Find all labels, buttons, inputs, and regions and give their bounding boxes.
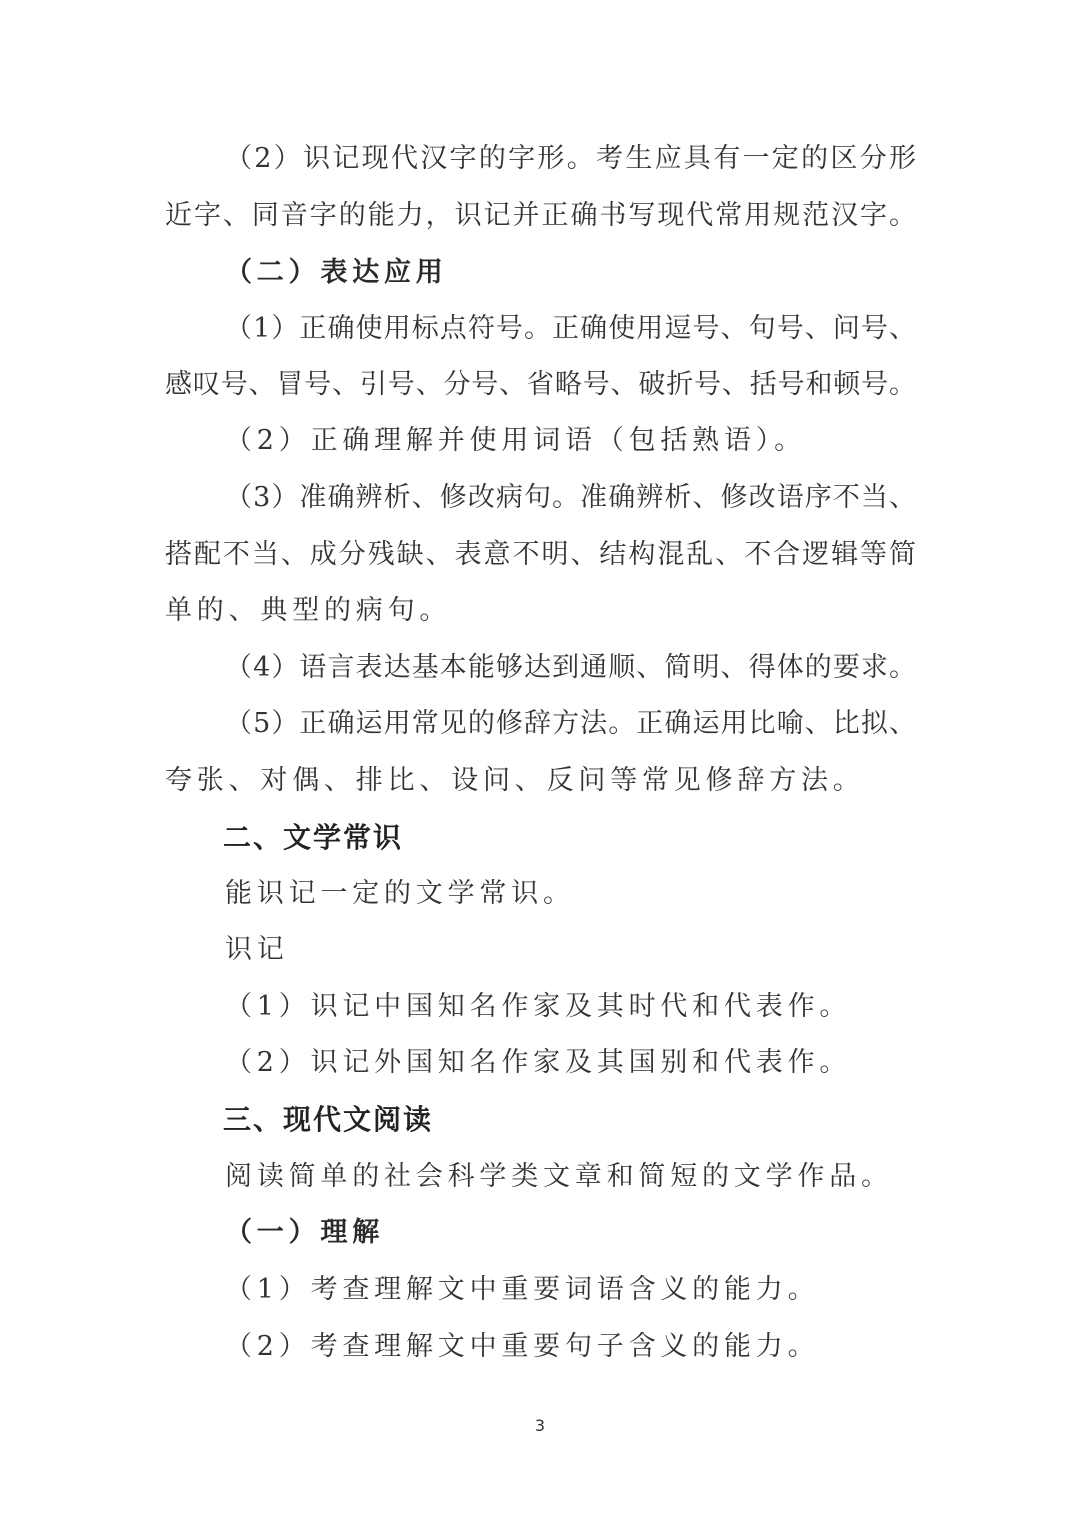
paragraph-line: 阅读简单的社会科学类文章和简短的文学作品。 bbox=[225, 1161, 893, 1192]
paragraph-line: 近字、同音字的能力，识记并正确书写现代常用规范汉字。 bbox=[165, 200, 916, 231]
paragraph-line: （5）正确运用常见的修辞方法。正确运用比喻、比拟、 bbox=[225, 708, 916, 739]
paragraph-line: （4）语言表达基本能够达到通顺、简明、得体的要求。 bbox=[225, 652, 916, 683]
page-number: 3 bbox=[534, 1416, 546, 1435]
section-heading: 三、现代文阅读 bbox=[223, 1103, 434, 1136]
paragraph-line: 夸张、对偶、排比、设问、反问等常见修辞方法。 bbox=[165, 765, 865, 796]
paragraph-line: 能识记一定的文学常识。 bbox=[225, 878, 575, 909]
paragraph-line: 搭配不当、成分残缺、表意不明、结构混乱、不合逻辑等简 bbox=[165, 539, 916, 570]
paragraph-line: （2）识记外国知名作家及其国别和代表作。 bbox=[225, 1047, 852, 1078]
paragraph-line: （2）识记现代汉字的字形。考生应具有一定的区分形 bbox=[225, 143, 916, 174]
paragraph-line: 单的、典型的病句。 bbox=[165, 595, 452, 626]
paragraph-line: 感叹号、冒号、引号、分号、省略号、破折号、括号和顿号。 bbox=[165, 369, 916, 400]
paragraph-line: （1）考查理解文中重要词语含义的能力。 bbox=[225, 1274, 820, 1305]
paragraph-line: （3）准确辨析、修改病句。准确辨析、修改语序不当、 bbox=[225, 482, 916, 513]
paragraph-line: 识记 bbox=[225, 934, 289, 965]
section-subheading: （二）表达应用 bbox=[225, 257, 448, 288]
section-heading: 二、文学常识 bbox=[223, 821, 404, 854]
paragraph-line: （2）考查理解文中重要句子含义的能力。 bbox=[225, 1331, 820, 1362]
paragraph-line: （2）正确理解并使用词语（包括熟语）。 bbox=[225, 425, 806, 456]
paragraph-line: （1）识记中国知名作家及其时代和代表作。 bbox=[225, 991, 852, 1022]
section-subheading: （一）理解 bbox=[225, 1217, 384, 1248]
paragraph-line: （1）正确使用标点符号。正确使用逗号、句号、问号、 bbox=[225, 313, 916, 344]
